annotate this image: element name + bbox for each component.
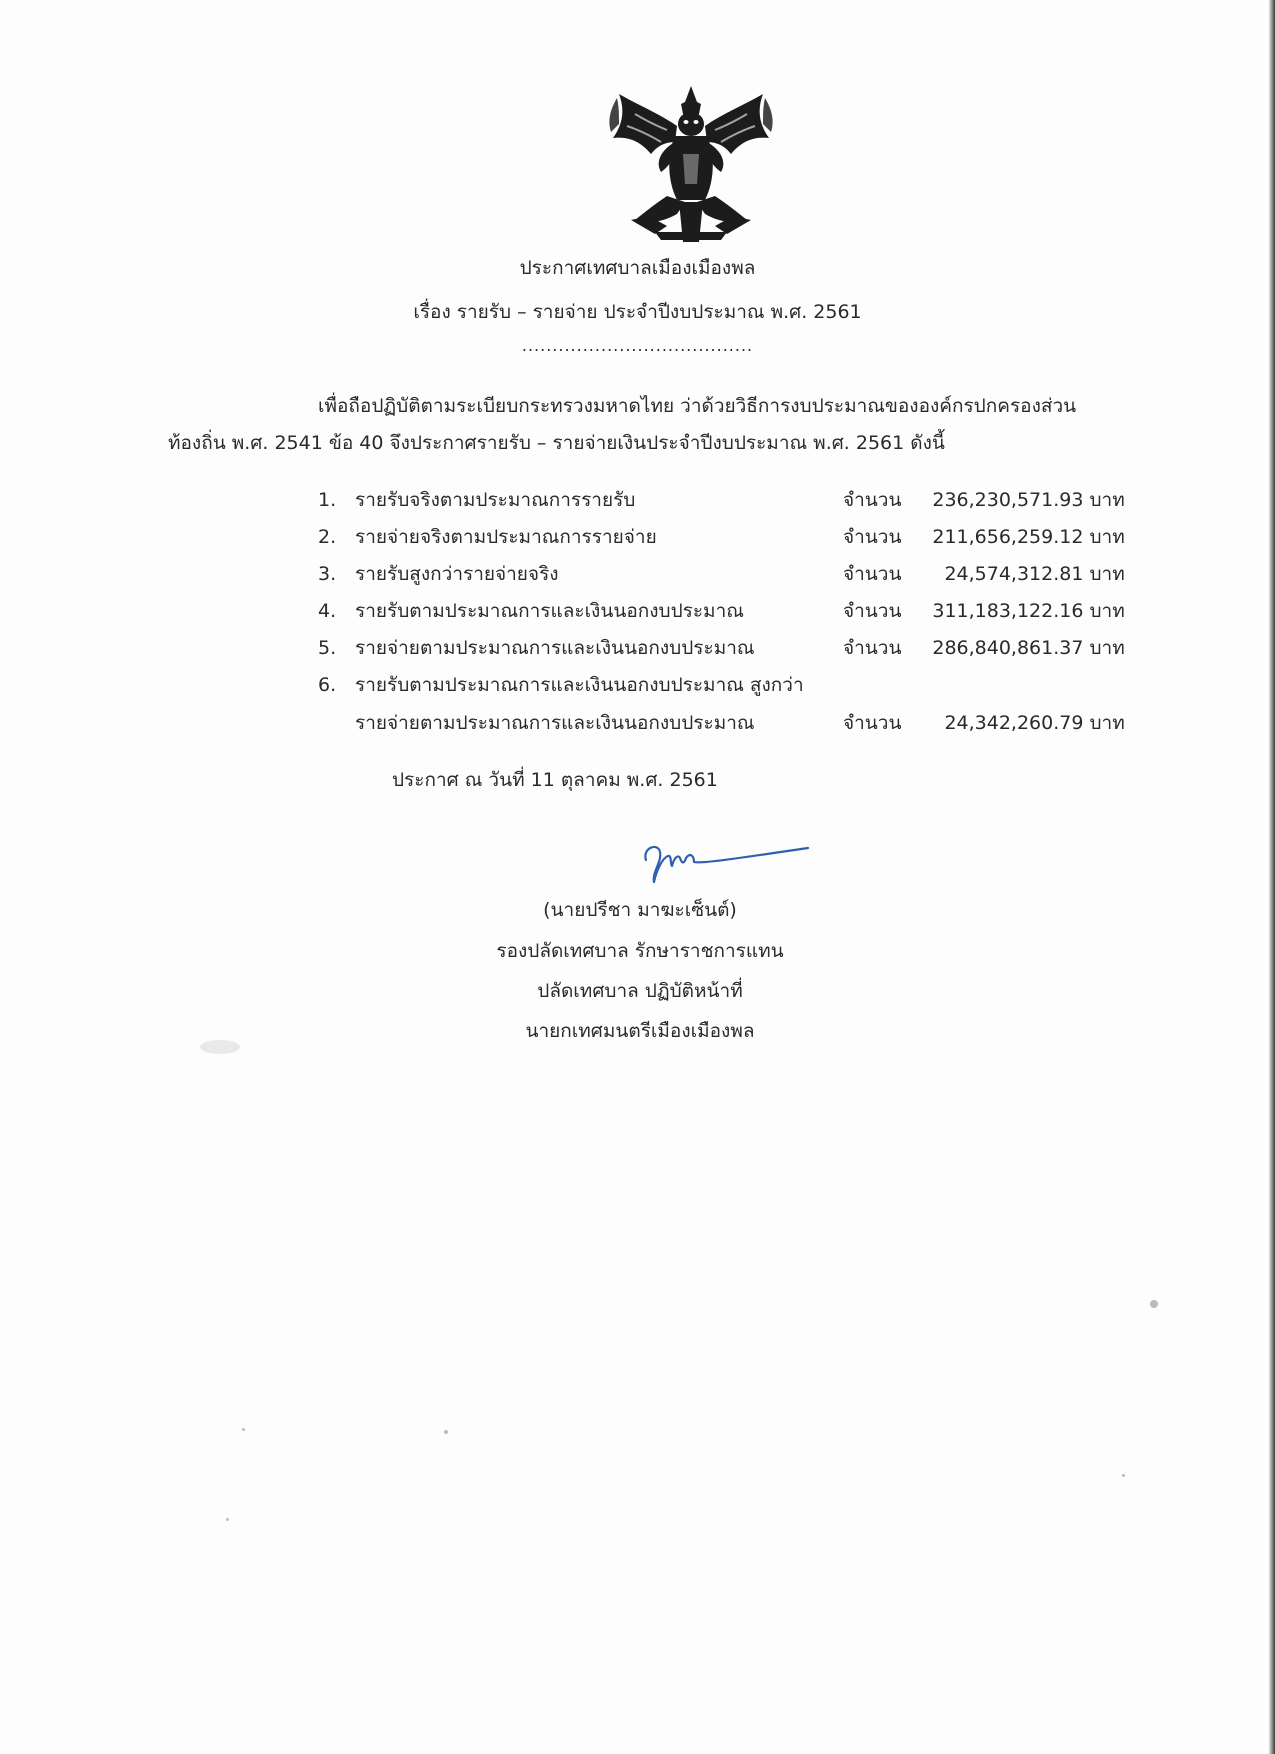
item-amount bbox=[843, 562, 1125, 586]
separator-dots: ...................................... bbox=[521, 336, 754, 355]
item-number: 4. bbox=[318, 600, 337, 622]
amount-prefix: จำนวน bbox=[843, 563, 902, 585]
amount-unit: บาท bbox=[1089, 489, 1125, 511]
amount-prefix: จำนวน bbox=[843, 637, 902, 659]
amount-value: 286,840,861.37 bbox=[932, 637, 1084, 659]
item-label: รายรับจริงตามประมาณการรายรับ bbox=[355, 489, 636, 511]
item-amount bbox=[843, 636, 1125, 660]
item-number: 5. bbox=[318, 637, 337, 659]
scan-speck bbox=[1150, 1300, 1158, 1308]
item-number: 1. bbox=[318, 489, 337, 511]
announcement-subject: เรื่อง รายรับ – รายจ่าย ประจำปีงบประมาณ พ.ศ. 2561 bbox=[413, 301, 862, 323]
amount-prefix: จำนวน bbox=[843, 489, 902, 511]
item-number: 3. bbox=[318, 563, 337, 585]
item-label: รายรับสูงกว่ารายจ่ายจริง bbox=[355, 563, 559, 585]
item-label: รายรับตามประมาณการและเงินนอกงบประมาณ bbox=[355, 600, 744, 622]
body-line-2: ท้องถิ่น พ.ศ. 2541 ข้อ 40 จึงประกาศรายรับ – รายจ่ายเงินประจำปีงบประมาณ พ.ศ. 2561 ดังนี้ bbox=[168, 432, 945, 454]
announcement-date: ประกาศ ณ วันที่ 11 ตุลาคม พ.ศ. 2561 bbox=[392, 769, 718, 791]
signatory-position-3: นายกเทศมนตรีเมืองเมืองพล bbox=[525, 1020, 755, 1042]
signatory-name: (นายปรีชา มาฆะเซ็นต์) bbox=[543, 899, 737, 921]
item-amount bbox=[843, 599, 1125, 623]
garuda-emblem-icon bbox=[605, 84, 777, 246]
scan-speck bbox=[444, 1430, 448, 1434]
item-label: รายรับตามประมาณการและเงินนอกงบประมาณ สูงกว่า bbox=[355, 674, 804, 696]
scan-speck bbox=[242, 1428, 245, 1431]
item-amount bbox=[843, 711, 1125, 735]
amount-value: 236,230,571.93 bbox=[932, 489, 1084, 511]
scan-speck bbox=[226, 1518, 229, 1521]
scan-smudge bbox=[200, 1040, 240, 1054]
signatory-position-1: รองปลัดเทศบาล รักษาราชการแทน bbox=[496, 940, 784, 962]
amount-unit: บาท bbox=[1089, 563, 1125, 585]
item-label: รายจ่ายจริงตามประมาณการรายจ่าย bbox=[355, 526, 657, 548]
item-number: 2. bbox=[318, 526, 337, 548]
amount-prefix: จำนวน bbox=[843, 712, 902, 734]
amount-unit: บาท bbox=[1089, 712, 1125, 734]
amount-unit: บาท bbox=[1089, 526, 1125, 548]
item-label: รายจ่ายตามประมาณการและเงินนอกงบประมาณ bbox=[355, 637, 755, 659]
item-label-line2: รายจ่ายตามประมาณการและเงินนอกงบประมาณ bbox=[355, 712, 755, 734]
announcement-title: ประกาศเทศบาลเมืองเมืองพล bbox=[519, 257, 756, 279]
amount-unit: บาท bbox=[1089, 600, 1125, 622]
amount-value: 311,183,122.16 bbox=[932, 600, 1084, 622]
item-number: 6. bbox=[318, 674, 337, 696]
signatory-position-2: ปลัดเทศบาล ปฏิบัติหน้าที่ bbox=[537, 980, 743, 1002]
amount-value: 24,342,260.79 bbox=[944, 712, 1084, 734]
item-amount bbox=[843, 488, 1125, 512]
item-amount bbox=[843, 525, 1125, 549]
amount-prefix: จำนวน bbox=[843, 526, 902, 548]
amount-prefix: จำนวน bbox=[843, 600, 902, 622]
amount-value: 211,656,259.12 bbox=[932, 526, 1084, 548]
body-line-1: เพื่อถือปฏิบัติตามระเบียบกระทรวงมหาดไทย ว่าด้วยวิธีการงบประมาณขององค์กรปกครองส่วน bbox=[318, 395, 1077, 417]
amount-unit: บาท bbox=[1089, 637, 1125, 659]
amount-value: 24,574,312.81 bbox=[944, 563, 1084, 585]
scan-speck bbox=[1122, 1474, 1125, 1477]
handwritten-signature bbox=[640, 838, 810, 886]
